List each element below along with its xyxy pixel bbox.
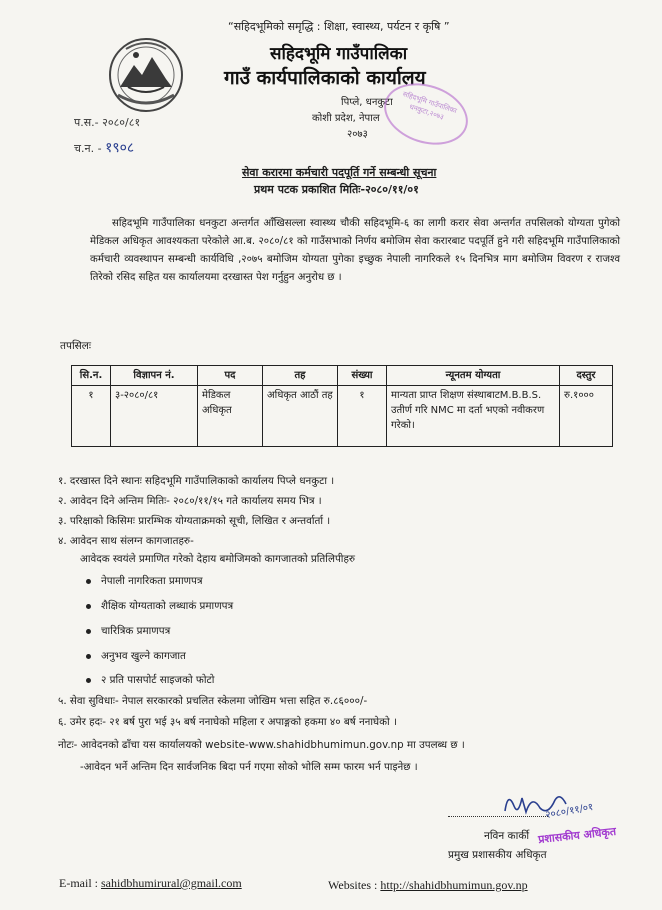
list-item: २ प्रति पासपोर्ट साइजको फोटो bbox=[86, 673, 214, 687]
signature-line bbox=[448, 816, 548, 817]
cell-level: अधिकृत आठौं तह bbox=[263, 386, 338, 447]
address-line-3: २०७३ bbox=[347, 129, 368, 140]
tapasil-label: तपसिलः bbox=[60, 340, 92, 352]
cell-advert-no: ३-२०८०/८१ bbox=[111, 386, 198, 447]
col-count: संख्या bbox=[338, 366, 387, 386]
bullet-icon bbox=[86, 604, 91, 609]
bullet-icon bbox=[86, 629, 91, 634]
detail-item-1: १. दरखास्त दिने स्थानः सहिदभूमि गाउँपालिकाको कार्यालय पिप्ले धनकुटा । bbox=[58, 475, 335, 487]
col-advert-no: विज्ञापन नं. bbox=[111, 366, 198, 386]
bullet-icon bbox=[86, 678, 91, 683]
list-item: नेपाली नागरिकता प्रमाणपत्र bbox=[86, 574, 203, 588]
note: नोटः- आवेदनको ढाँचा यस कार्यालयको website-www.shahidbhumimun.gov.np मा उपलब्ध छ । bbox=[58, 739, 465, 751]
bullet-icon bbox=[86, 654, 91, 659]
chalani-label: च.न. - bbox=[74, 142, 102, 155]
published-date: प्रथम पटक प्रकाशित मितिः-२०८०/११/०१ bbox=[254, 183, 419, 196]
notice-title: सेवा करारमा कर्मचारी पदपूर्ति गर्ने सम्बन्धी सूचना bbox=[242, 166, 437, 179]
col-fee: दस्तुर bbox=[560, 366, 613, 386]
patra-sankhya: प.स.- २०८०/८१ bbox=[74, 116, 141, 129]
cell-count: १ bbox=[338, 386, 387, 447]
detail-item-4: ४. आवेदन साथ संलग्न कागजातहरु- bbox=[58, 535, 194, 547]
address-line-2: कोशी प्रदेश, नेपाल bbox=[312, 113, 380, 124]
email-link[interactable]: sahidbhumirural@gmail.com bbox=[101, 876, 242, 890]
footer-email bbox=[59, 876, 242, 891]
signatory-name: नविन कार्की bbox=[484, 830, 530, 842]
col-sn: सि.न. bbox=[72, 366, 111, 386]
vacancy-table bbox=[71, 365, 613, 447]
list-item: शैक्षिक योग्यताको लब्धाकं प्रमाणपत्र bbox=[86, 599, 233, 613]
signature-date: २०८०/११/०१ bbox=[544, 801, 595, 822]
office-name: गाउँ कार्यपालिकाको कार्यालय bbox=[224, 67, 426, 89]
note-2: -आवेदन भर्ने अन्तिम दिन सार्वजनिक बिदा पर्न गएमा सोको भोलि सम्म फारम भर्न पाइनेछ । bbox=[80, 761, 418, 773]
detail-item-3: ३. परिक्षाको किसिमः प्रारम्भिक योग्यताक्रमको सूची, लिखित र अन्तर्वार्ता । bbox=[58, 515, 331, 527]
list-item: चारित्रिक प्रमाणपत्र bbox=[86, 624, 170, 638]
col-qualification: न्यूनतम योग्यता bbox=[387, 366, 560, 386]
email-label: E-mail : bbox=[59, 876, 98, 890]
website-link[interactable]: http://shahidbhumimun.gov.np bbox=[380, 878, 528, 892]
detail-item-2: २. आवेदन दिने अन्तिम मितिः- २०८०/११/१५ गते कार्यालय समय भित्र । bbox=[58, 495, 322, 507]
notice-body: सहिदभूमि गाउँपालिका धनकुटा अन्तर्गत आँखिसल्ला स्वास्थ्य चौकी सहिदभूमि-६ का लागी करार सेवा अन्तर्गत तपसिलको योग्यता पुगेको मेडिकल अधिकृत आवश्यकता परेकोले आ.ब. २०८०/८१ को गाउँसभाको निर्णय बमोजिम सेवा करारबाट पदपूर्ति हुने गरी सहिदभूमि गाउँपालिकाको कर्मचारी व्यवस्थापन सम्बन्धी कार्यविधि ,२०७५ बमोजिम योग्यता पुगेका इच्छुक नेपाली नागरिकले १५ दिनभित्र माग बमोजिम विवरण र राजश्व तिरेको रसिद सहित यस कार्यालयमा दरखास्त पेश गर्नुहुन अनुरोध छ । bbox=[90, 218, 620, 283]
list-item: अनुभव खुल्ने कागजात bbox=[86, 649, 186, 663]
signatory-title: प्रमुख प्रशासकीय अधिकृत bbox=[448, 849, 547, 861]
detail-item-5: ५. सेवा सुविधाः- नेपाल सरकारको प्रचलित स्केलमा जोखिम भत्ता सहित रु.८६०००/- bbox=[58, 695, 368, 707]
signatory-stamp: प्रशासकीय अधिकृत bbox=[537, 824, 617, 847]
cell-sn: १ bbox=[72, 386, 111, 447]
footer-website bbox=[328, 878, 528, 893]
office-stamp: सहिदभूमि गाउँपालिका धनकुटा,२०७३ bbox=[376, 73, 476, 155]
table-header-row bbox=[72, 366, 613, 386]
nepal-emblem-icon bbox=[106, 35, 186, 115]
website-label: Websites : bbox=[328, 878, 378, 892]
chalani-handwritten: १९०८ bbox=[105, 140, 135, 156]
cell-post: मेडिकल अधिकृत bbox=[198, 386, 263, 447]
detail-item-6: ६. उमेर हदः- २१ बर्ष पुरा भई ३५ बर्ष ननाघेको महिला र अपाङ्गको हकमा ४० बर्ष ननाघेको । bbox=[58, 716, 397, 728]
org-name: सहिदभूमि गाउँपालिका bbox=[270, 44, 408, 64]
col-level: तह bbox=[263, 366, 338, 386]
detail-item-4-sub: आवेदक स्वयंले प्रमाणित गरेको देहाय बमोजिमको कागजातको प्रतिलिपीहरु bbox=[80, 553, 356, 565]
bullet-icon bbox=[86, 579, 91, 584]
chalani-number bbox=[74, 138, 134, 157]
motto: “सहिदभूमिको समृद्धि : शिक्षा, स्वास्थ्य, पर्यटन र कृषि ” bbox=[228, 20, 450, 33]
address-line-1: पिप्ले, धनकुटा bbox=[341, 97, 393, 108]
col-post: पद bbox=[198, 366, 263, 386]
cell-qualification: मान्यता प्राप्त शिक्षण संस्थाबाटM.B.B.S. उतीर्ण गरि NMC मा दर्ता भएको नवीकरण गरेको। bbox=[387, 386, 560, 447]
table-row bbox=[72, 386, 613, 447]
cell-fee: रु.१००० bbox=[560, 386, 613, 447]
